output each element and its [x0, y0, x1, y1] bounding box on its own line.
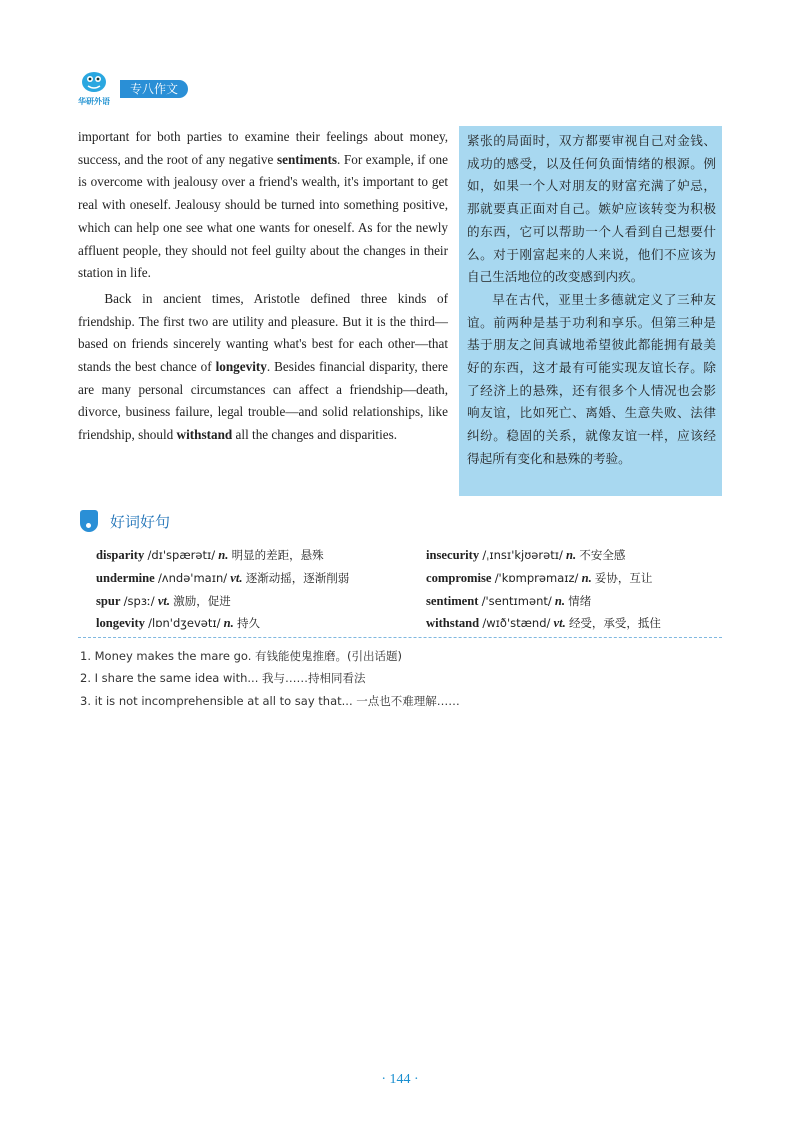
vocab-pos: vt.	[553, 616, 566, 631]
vocab-entry	[426, 567, 652, 590]
vocab-entry	[96, 612, 260, 635]
vocab-section-heading	[80, 510, 280, 536]
logo-text: 华研外语	[78, 97, 110, 106]
vocab-list	[96, 544, 716, 635]
header	[78, 68, 278, 108]
chinese-translation	[459, 126, 722, 496]
vocab-phonetic: /spɜː/	[123, 593, 155, 608]
vocab-entry	[96, 567, 349, 590]
vocab-phonetic: /wɪð'stænd/	[482, 616, 551, 631]
vocab-meaning: 不安全感	[579, 548, 626, 562]
vocab-row	[96, 612, 716, 635]
text-run: Back in ancient times, Aristotle defined three kinds of friendship. The first two are utility and pleasure. But it is the third—based on friends sincerely wanting what's best for each other—that stands the best chance of	[78, 290, 448, 375]
vocab-word: undermine	[96, 570, 155, 585]
brand-logo	[78, 68, 124, 108]
bookmark-icon	[80, 510, 98, 532]
vocab-row	[96, 544, 716, 567]
keyword: longevity	[215, 359, 267, 375]
vocab-meaning: 持久	[236, 616, 260, 631]
vocab-meaning: 激励，促进	[173, 593, 231, 608]
vocab-pos: vt.	[157, 593, 171, 608]
vocab-pos: n.	[554, 593, 566, 608]
vocab-pos: n.	[223, 616, 234, 631]
text-run: important for both parties to examine their feelings about money, success, and the root of any negative	[78, 129, 448, 167]
vocab-phonetic: /lɒn'dʒevətɪ/	[148, 616, 221, 631]
vocab-word: longevity	[96, 616, 145, 631]
english-paragraph-1	[78, 126, 448, 285]
vocab-phonetic: /'kɒmprəmaɪz/	[494, 570, 579, 585]
vocab-word: sentiment	[426, 593, 479, 608]
chinese-paragraph-2: 早在古代，亚里士多德就定义了三种友谊。前两种是基于功利和享乐。但第三种是基于朋友之间真诚地希望彼此都能拥有最美好的东西，这才最有可能实现友谊长存。除了经济上的悬殊，还有很多个人情况也会影响友谊，比如死亡、离婚、生意失败、法律纠纷。稳固的关系，就像友谊一样，应该经得起所有变化和悬殊的考验。	[467, 291, 716, 466]
vocab-entry	[426, 590, 591, 613]
vocab-phonetic: /dɪ'spærətɪ/	[147, 548, 216, 562]
vocab-pos: n.	[581, 570, 592, 585]
sentence-item: 1. Money makes the mare go. 有钱能使鬼推磨。(引出话题)	[80, 649, 403, 663]
keyword: withstand	[176, 427, 233, 443]
chinese-paragraph-1: 紧张的局面时，双方都要审视自己对金钱、成功的感受，以及任何负面情绪的根源。例如，如果一个人对朋友的财富充满了妒忌，那就要真正面对自己。嫉妒应该转变为积极的东西，它可以帮助一个人看到自己想要什么。对于刚富起来的人来说，他们不应该为自己生活地位的改变感到内疚。	[467, 133, 716, 285]
vocab-phonetic: /ʌndə'maɪn/	[157, 570, 228, 585]
page-number: · 144 ·	[381, 1072, 419, 1087]
vocab-meaning: 经受，承受，抵住	[568, 616, 661, 631]
vocab-pos: n.	[566, 548, 577, 562]
vocab-word: compromise	[426, 570, 492, 585]
english-paragraph-2	[78, 288, 448, 447]
vocab-row	[96, 590, 716, 613]
text-run: all the changes and disparities.	[232, 427, 398, 443]
sentence-item: 2. I share the same idea with... 我与……持相同看法	[80, 671, 366, 686]
keyword: sentiments	[276, 151, 338, 167]
vocab-entry	[96, 590, 231, 613]
text-run: . For example, if one is overcome with jealousy over a friend's wealth, it's important to get real with oneself. Jealousy should be turned into something positive, which can help one see what one wants for oneself. As for the newly affluent people, they should not feel guilty about the changes in their station in life.	[78, 151, 448, 281]
vocab-word: disparity	[96, 548, 145, 562]
divider	[78, 637, 722, 638]
sentence-item: 3. it is not incomprehensible at all to say that... 一点也不难理解……	[80, 693, 460, 708]
vocab-pos: n.	[218, 548, 229, 562]
vocab-word: insecurity	[426, 548, 480, 562]
vocab-entry	[426, 544, 625, 567]
vocab-meaning: 明显的差距，悬殊	[231, 548, 324, 562]
vocab-word: withstand	[426, 616, 480, 631]
english-text	[78, 126, 448, 447]
vocab-meaning: 妥协，互让	[594, 570, 653, 585]
vocab-word: spur	[96, 593, 121, 608]
vocab-row	[96, 567, 716, 590]
vocab-meaning: 逐渐动摇，逐渐削弱	[245, 570, 350, 585]
sentence-list	[80, 645, 720, 712]
vocab-entry	[426, 612, 661, 635]
text-run: . Besides financial disparity, there are many personal circumstances can affect a friendship—death, divorce, business failure, legal trouble—and solid relationships, like friendship, should	[78, 359, 448, 443]
vocab-title: 好词好句	[110, 513, 171, 531]
vocab-entry	[96, 544, 324, 567]
vocab-phonetic: /ˌɪnsɪ'kjʊərətɪ/	[482, 548, 563, 562]
vocab-meaning: 情绪	[568, 593, 592, 608]
vocab-pos: vt.	[230, 570, 243, 585]
section-badge: 专八作文	[120, 80, 188, 98]
vocab-phonetic: /'sentɪmənt/	[481, 593, 552, 608]
